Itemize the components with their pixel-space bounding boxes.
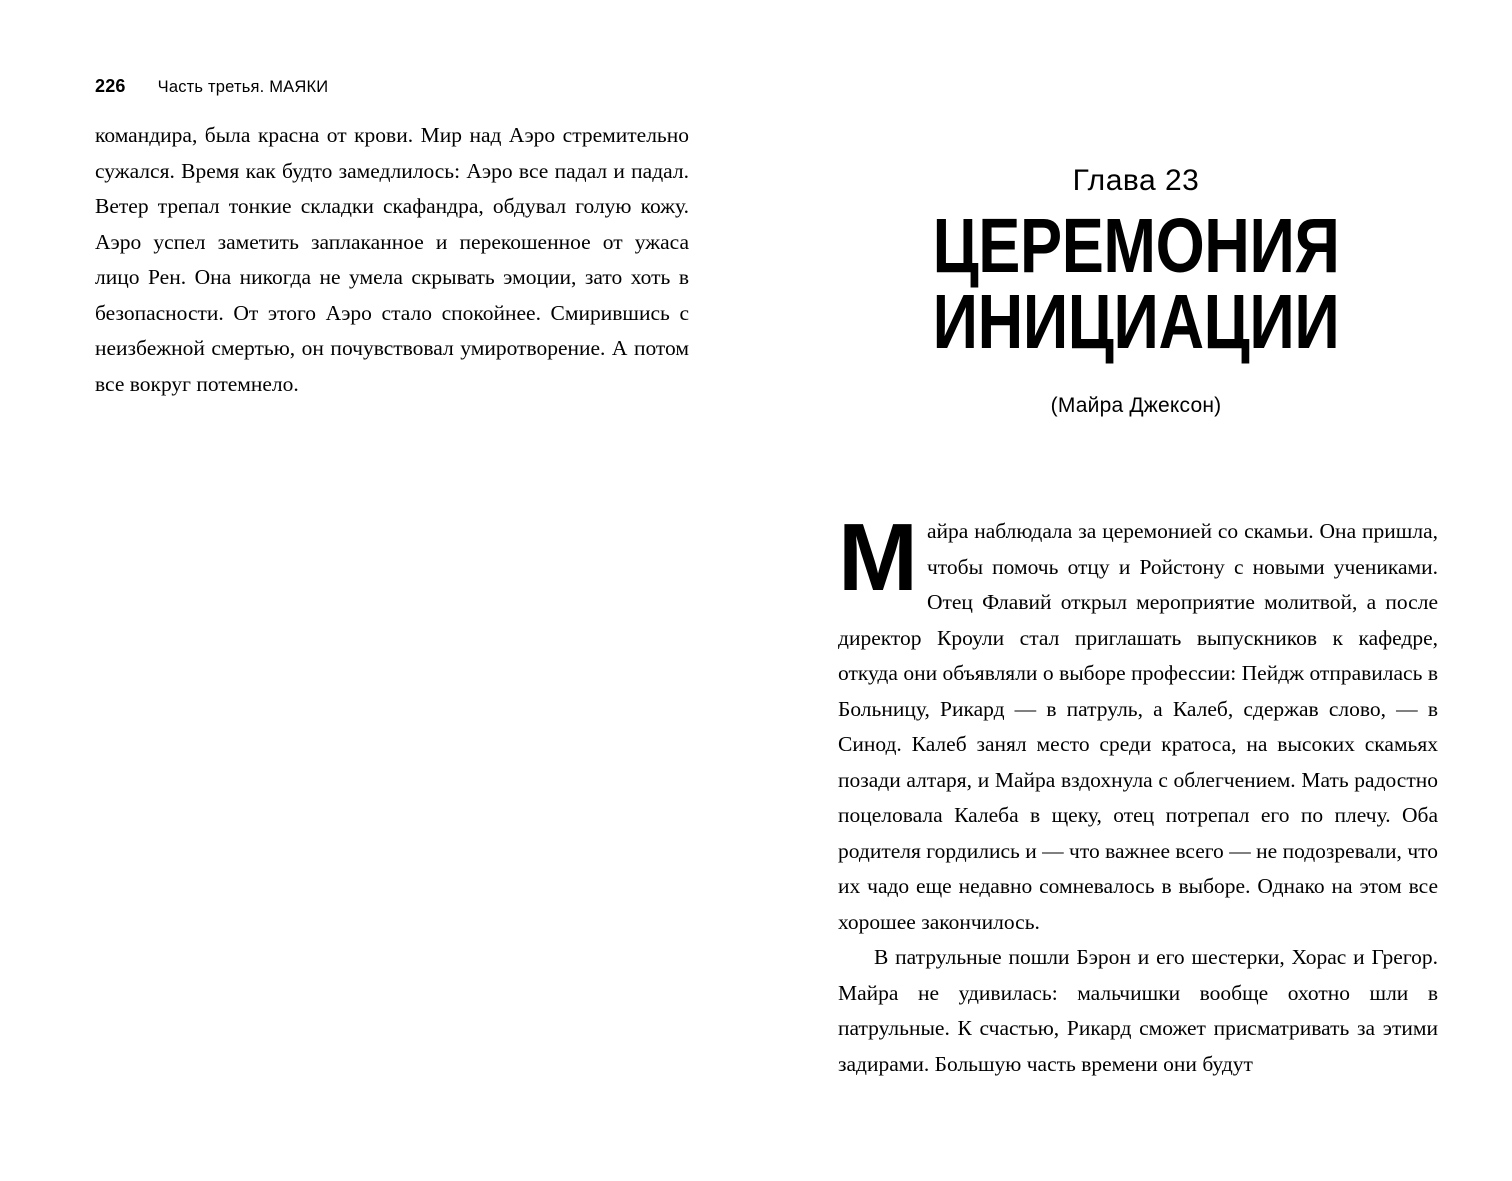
body-paragraph: командира, была красна от крови. Мир над Аэро стремительно сужался. Время как будто замедлилось: Аэро все падал и падал. Ветер трепал тонкие складки скафандра, обдувал голую кожу. Аэро успел заметить заплаканное и перекошенное от ужаса лицо Рен. Она никогда не умела скрывать эмоции, зато хоть в безопасности. От этого Аэро стало спокойнее. Смирившись с неизбежной смертью, он почувствовал умиротворение. А потом все вокруг потемнело. <box>95 123 689 396</box>
body-paragraph: В патрульные пошли Бэрон и его шестерки, Хорас и Грегор. Майра не удивилась: мальчишки вообще охотно шли в патрульные. К счастью, Рикард сможет присматривать за этими задирами. Большую часть времени они будут <box>838 945 1438 1076</box>
right-page-body <box>838 504 1438 1082</box>
drop-cap: М <box>838 504 918 611</box>
left-page-body <box>95 118 689 402</box>
chapter-title: ЦЕРЕМОНИЯ ИНИЦИАЦИИ <box>932 203 1340 365</box>
opening-paragraph-text: айра наблюдала за церемонией со скамьи. Она пришла, чтобы помочь отцу и Ройстону с новыми учениками. Отец Флавий открыл мероприятие молитвой, а после директор Кроули стал приглашать выпускников к кафедре, откуда они объявляли о выборе профессии: Пейдж отправилась в Больницу, Рикард — в патруль, а Калеб, сдержав слово, — в Синод. Калеб занял место среди кратоса, на высоких скамьях позади алтаря, и Майра вздохнула с облегчением. Мать радостно поцеловала Калеба в щеку, отец потрепал его по плечу. Оба родителя гордились и — что важнее всего — не подозревали, что их чадо еще недавно сомневалось в выборе. Однако на этом все хорошее закончилось. <box>838 519 1438 934</box>
page-number: 226 <box>95 76 126 96</box>
running-title: Часть третья. МАЯКИ <box>157 78 329 96</box>
running-head <box>95 76 328 97</box>
chapter-number: Глава 23 <box>1072 164 1200 197</box>
opening-paragraph <box>838 504 1438 940</box>
right-page <box>756 0 1512 1181</box>
chapter-heading <box>838 162 1434 418</box>
chapter-author: (Майра Джексон) <box>1050 394 1222 417</box>
